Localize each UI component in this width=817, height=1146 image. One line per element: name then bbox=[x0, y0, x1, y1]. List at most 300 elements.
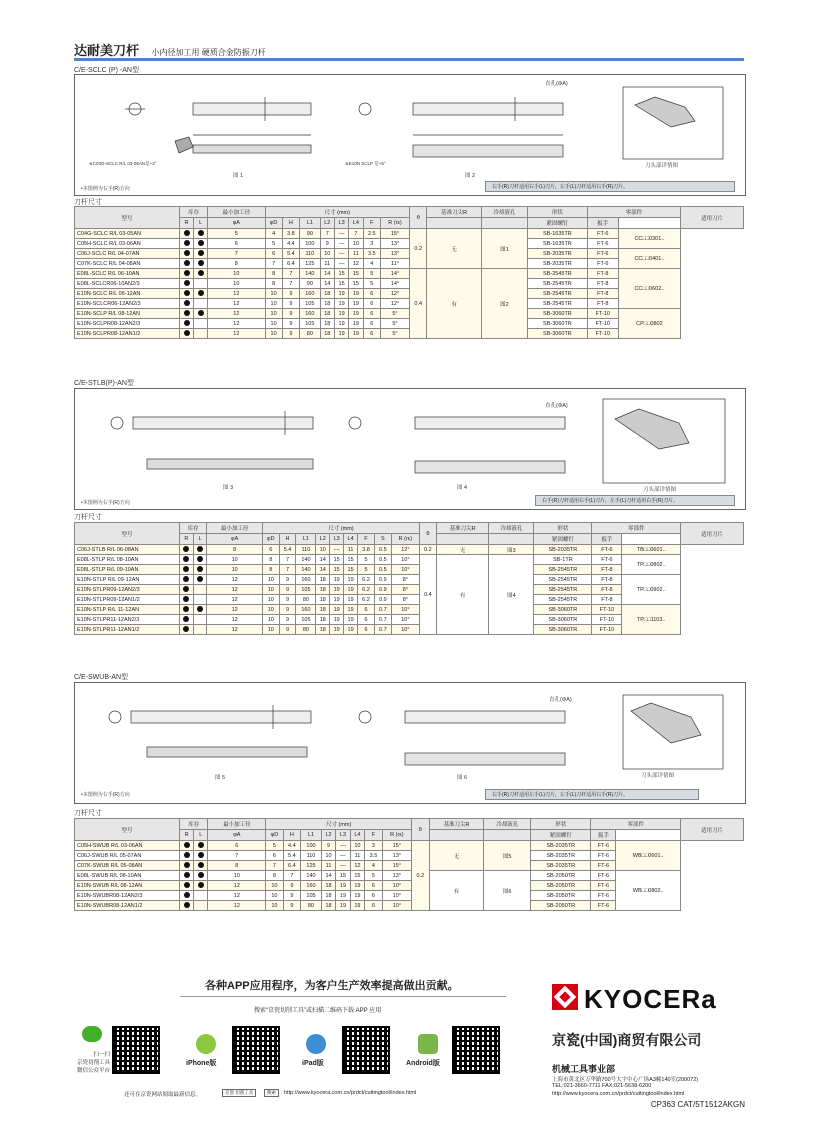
col-coolant-sub bbox=[427, 218, 481, 229]
detail-caption-1: 刀头部详情图 bbox=[645, 163, 679, 169]
col-dims: 尺寸 (mm) bbox=[266, 819, 412, 830]
dim-cell: — bbox=[334, 249, 348, 259]
col-dims: 尺寸 (mm) bbox=[265, 207, 410, 218]
col-l2: L2 bbox=[320, 218, 334, 229]
theta-cell: 8° bbox=[391, 585, 419, 595]
col-l3: L3 bbox=[330, 534, 344, 545]
model-cell: E08L-STLP R/L 08-10AN bbox=[75, 555, 180, 565]
dim-cell: 3.5 bbox=[365, 851, 383, 861]
stock-r-cell bbox=[180, 595, 194, 605]
dim-cell: 12 bbox=[208, 891, 266, 901]
dim-cell: 160 bbox=[301, 881, 322, 891]
dim-cell: 10 bbox=[316, 545, 330, 555]
stock-l-cell bbox=[194, 249, 208, 259]
screw-cell: SB-3060TR bbox=[534, 625, 592, 635]
ipad-qr[interactable] bbox=[342, 1026, 390, 1074]
shape-cell: 图5 bbox=[484, 841, 531, 871]
model-cell: C05H-SWUB R/L 03-06AN bbox=[75, 841, 180, 851]
dim-cell: 105 bbox=[300, 319, 320, 329]
dim-cell: 19 bbox=[349, 289, 363, 299]
slogan-rule bbox=[180, 996, 506, 997]
dim-cell: 12 bbox=[207, 615, 263, 625]
dim-cell: 12 bbox=[349, 259, 363, 269]
dim-cell: 0.7 bbox=[374, 625, 391, 635]
direction-note-1: •本图例为右手(R)方向 bbox=[81, 186, 130, 192]
wrench-cell: FT-8 bbox=[592, 575, 622, 585]
wrench-cell: FT-6 bbox=[592, 555, 622, 565]
web-search-button[interactable]: 搜索 bbox=[264, 1089, 279, 1097]
dim-cell: 19 bbox=[344, 595, 358, 605]
theta-cell: 14° bbox=[380, 279, 409, 289]
dim-cell: 0.7 bbox=[374, 615, 391, 625]
dim-cell: 7 bbox=[279, 565, 296, 575]
sclc-drawing bbox=[75, 75, 745, 195]
page-header bbox=[74, 40, 744, 62]
dim-cell: 18 bbox=[316, 615, 330, 625]
wrench-cell: FT-10 bbox=[587, 319, 618, 329]
stock-r-cell bbox=[180, 279, 194, 289]
stock-dot bbox=[198, 240, 204, 246]
table-row bbox=[75, 555, 744, 565]
android-qr[interactable] bbox=[452, 1026, 500, 1074]
col-shape: 形状 bbox=[534, 523, 592, 534]
col-l3: L3 bbox=[334, 218, 348, 229]
model-cell: E10N-SWUBR08-12AN1/2 bbox=[75, 901, 180, 911]
stock-r-cell bbox=[180, 319, 194, 329]
dim-cell: 10 bbox=[265, 289, 282, 299]
dim-cell: 140 bbox=[301, 871, 322, 881]
col-re: R (rε) bbox=[380, 218, 409, 229]
col-r-ref: 基准刀尖R bbox=[427, 207, 481, 218]
col-stock: 库存 bbox=[180, 819, 208, 830]
dim-cell: 12 bbox=[207, 595, 263, 605]
dim-cell: 6 bbox=[208, 841, 266, 851]
dim-cell: 10 bbox=[266, 901, 283, 911]
re-cell: 0.4 bbox=[410, 269, 427, 339]
stock-dot bbox=[184, 320, 190, 326]
dim-cell: 10 bbox=[262, 615, 279, 625]
dim-cell: 0.9 bbox=[374, 585, 391, 595]
dim-cell: 5 bbox=[266, 841, 283, 851]
table2-title: 刀杆尺寸 bbox=[74, 514, 102, 521]
theta-cell: 10° bbox=[391, 625, 419, 635]
model-cell: E08L-SWUB R/L 08-10AN bbox=[75, 871, 180, 881]
department: 机械工具事业部 bbox=[552, 1064, 616, 1074]
dim-cell: 19 bbox=[330, 575, 344, 585]
col-phid: φD bbox=[265, 218, 282, 229]
col-dims: 尺寸 (mm) bbox=[262, 523, 419, 534]
insert-cell: CP□□0802 bbox=[618, 309, 680, 339]
theta-cell: 5° bbox=[380, 319, 409, 329]
dim-cell: 80 bbox=[301, 901, 322, 911]
stock-dot bbox=[197, 566, 203, 572]
dim-cell: 5.4 bbox=[283, 851, 301, 861]
dim-cell: 8 bbox=[208, 259, 265, 269]
insert-cell: TP□□0802.. bbox=[622, 555, 681, 575]
dim-cell: 7 bbox=[265, 259, 282, 269]
shape-cell: 图3 bbox=[489, 545, 534, 555]
stock-r-cell bbox=[180, 309, 194, 319]
col-r: R bbox=[180, 830, 194, 841]
dim-cell: 11 bbox=[350, 851, 364, 861]
fig5-caption: 图 5 bbox=[215, 775, 226, 781]
theta-cell: 11° bbox=[380, 259, 409, 269]
dim-cell: 12 bbox=[208, 309, 265, 319]
wrench-cell: FT-6 bbox=[591, 881, 616, 891]
stock-dot bbox=[184, 842, 190, 848]
dim-cell: 18 bbox=[316, 595, 330, 605]
screw-cell: SB-1TR bbox=[534, 555, 592, 565]
dim-cell: 9 bbox=[282, 319, 299, 329]
page-title: 达耐美刀杆 bbox=[74, 43, 140, 58]
dim-cell: 140 bbox=[296, 555, 316, 565]
stock-dot bbox=[198, 310, 204, 316]
dim-cell: 6 bbox=[363, 309, 380, 319]
dim-cell: 0.9 bbox=[374, 595, 391, 605]
model-cell: E10N-SWUBR08-12AN2/3 bbox=[75, 891, 180, 901]
stock-l-cell bbox=[193, 575, 207, 585]
dim-cell: 14 bbox=[316, 565, 330, 575]
screw-cell: SB-2545TR bbox=[528, 269, 588, 279]
col-parts: 零部件 bbox=[591, 819, 681, 830]
dim-cell: 90 bbox=[300, 279, 320, 289]
dim-cell: 12 bbox=[208, 329, 265, 339]
model-cell: C05H-SCLC R/L 03-06AN bbox=[75, 239, 180, 249]
iphone-qr[interactable] bbox=[232, 1026, 280, 1074]
col-r: R bbox=[180, 218, 194, 229]
stock-l-cell bbox=[193, 595, 207, 605]
screw-cell: SB-3060TR bbox=[534, 615, 592, 625]
apple-icon bbox=[196, 1034, 216, 1054]
dim-cell: 7 bbox=[279, 555, 296, 565]
col-screw: 紧固螺钉 bbox=[531, 830, 591, 841]
dim-cell: 12 bbox=[350, 861, 364, 871]
dim-cell: 11 bbox=[320, 259, 334, 269]
dim-cell: 15 bbox=[349, 279, 363, 289]
dim-cell: 110 bbox=[301, 851, 322, 861]
dim-cell: 7 bbox=[208, 851, 266, 861]
col-phia: φA bbox=[208, 218, 265, 229]
theta-cell: 13° bbox=[380, 239, 409, 249]
dim-cell: 8 bbox=[265, 279, 282, 289]
wrench-cell: FT-8 bbox=[587, 269, 618, 279]
dim-cell: 160 bbox=[300, 309, 320, 319]
dim-cell: 5 bbox=[358, 565, 375, 575]
screw-cell: SB-1635TR bbox=[528, 239, 588, 249]
wrench-cell: FT-8 bbox=[592, 585, 622, 595]
stock-r-cell bbox=[180, 269, 194, 279]
stock-dot bbox=[198, 270, 204, 276]
stock-dot bbox=[198, 862, 204, 868]
dim-cell: 125 bbox=[300, 259, 320, 269]
model-cell: E08L-STLP R/L 09-10AN bbox=[75, 565, 180, 575]
stock-dot bbox=[184, 330, 190, 336]
col-model: 型号 bbox=[75, 207, 180, 229]
col-screw: 紧固螺钉 bbox=[534, 534, 592, 545]
theta-cell: 15° bbox=[382, 861, 411, 871]
company-url[interactable]: http://www.kyocera.com.cn/prdct/cuttingtool/index.html bbox=[552, 1091, 685, 1097]
dim-cell: 125 bbox=[301, 861, 322, 871]
dim-cell: 18 bbox=[321, 891, 335, 901]
dim-cell: 18 bbox=[320, 319, 334, 329]
dim-cell: 10 bbox=[265, 299, 282, 309]
model-cell: E10N-STLPR11-12AN2/3 bbox=[75, 615, 180, 625]
stock-dot bbox=[198, 290, 204, 296]
coolant-cell: 无 bbox=[429, 841, 484, 871]
wechat-icon bbox=[82, 1026, 102, 1042]
dim-cell: 9 bbox=[320, 239, 334, 249]
stock-l-cell bbox=[194, 861, 208, 871]
dim-cell: 6 bbox=[262, 545, 279, 555]
col-parts: 零部件 bbox=[592, 523, 681, 534]
theta-cell: 15° bbox=[382, 841, 411, 851]
screw-cell: SB-2545TR bbox=[534, 575, 592, 585]
dim-cell: 10 bbox=[262, 585, 279, 595]
table-row bbox=[75, 575, 744, 585]
iphone-label: iPhone版 bbox=[186, 1060, 217, 1067]
dim-cell: 9 bbox=[279, 575, 296, 585]
dim-cell: 19 bbox=[334, 289, 348, 299]
table-row bbox=[75, 269, 744, 279]
screw-cell: SB-2050TR bbox=[531, 871, 591, 881]
stock-l-cell bbox=[194, 871, 208, 881]
stock-r-cell bbox=[180, 625, 194, 635]
col-shape-sub bbox=[489, 534, 534, 545]
stock-l-cell bbox=[194, 269, 208, 279]
stock-dot bbox=[184, 902, 190, 908]
screw-cell: SB-2050TR bbox=[531, 901, 591, 911]
dim-cell: 6 bbox=[208, 239, 265, 249]
stock-dot bbox=[198, 250, 204, 256]
dim-cell: 19 bbox=[330, 615, 344, 625]
dim-cell: 18 bbox=[320, 289, 334, 299]
screw-cell: SB-2545TR bbox=[534, 595, 592, 605]
insert-cell: TP□□1103.. bbox=[622, 605, 681, 635]
table3-title: 刀杆尺寸 bbox=[74, 810, 102, 817]
wrench-cell: FT-10 bbox=[587, 329, 618, 339]
stock-dot bbox=[184, 290, 190, 296]
theta-cell: 10° bbox=[391, 615, 419, 625]
stock-dot bbox=[198, 872, 204, 878]
dim-cell: 7 bbox=[349, 229, 363, 239]
dim-cell: 19 bbox=[350, 901, 364, 911]
dim-cell: 8 bbox=[262, 565, 279, 575]
col-phia: φA bbox=[207, 534, 263, 545]
dim-cell: 6 bbox=[363, 299, 380, 309]
insert-cell: CC□□0401.. bbox=[618, 249, 680, 269]
dim-cell: 6 bbox=[266, 851, 283, 861]
dim-cell: 19 bbox=[350, 891, 364, 901]
dim-cell: 9 bbox=[282, 309, 299, 319]
theta-cell: 10° bbox=[391, 565, 419, 575]
model-cell: E10N-STLPR09-12AN1/2 bbox=[75, 595, 180, 605]
dim-cell: 19 bbox=[344, 575, 358, 585]
dim-cell: 8 bbox=[208, 861, 266, 871]
dim-cell: 7 bbox=[208, 249, 265, 259]
coolant-cell: 无 bbox=[436, 545, 489, 555]
insert-cell: CC□□0602.. bbox=[618, 269, 680, 309]
dim-cell: 15 bbox=[344, 565, 358, 575]
dim-cell: 12 bbox=[208, 299, 265, 309]
coolant-cell: 无 bbox=[427, 229, 481, 269]
dim-cell: 100 bbox=[301, 841, 322, 851]
web-search-field[interactable]: 京瓷 切削工具 bbox=[222, 1089, 256, 1097]
model-cell: E10N-STLP R/L 09-12AN bbox=[75, 575, 180, 585]
dim-cell: — bbox=[330, 545, 344, 555]
table-row bbox=[75, 249, 744, 259]
col-f: F bbox=[358, 534, 375, 545]
dim-cell: 6 bbox=[365, 881, 383, 891]
dim-cell: 19 bbox=[336, 881, 350, 891]
dim-cell: 3 bbox=[363, 239, 380, 249]
col-wrench: 扳手 bbox=[592, 534, 622, 545]
dim-cell: 12 bbox=[207, 585, 263, 595]
wrench-cell: FT-6 bbox=[591, 871, 616, 881]
stock-r-cell bbox=[180, 555, 194, 565]
stock-dot bbox=[184, 882, 190, 888]
col-l1: L1 bbox=[301, 830, 322, 841]
table1-title: 刀杆尺寸 bbox=[74, 199, 102, 206]
model-cell: E08L-SCLC R/L 06-10AN bbox=[75, 269, 180, 279]
section-title-swub: C/E-SWUB-AN型 bbox=[74, 674, 129, 681]
stock-l-cell bbox=[194, 229, 208, 239]
dim-cell: 19 bbox=[334, 319, 348, 329]
stock-r-cell bbox=[180, 605, 194, 615]
screw-cell: SB-2545TR bbox=[528, 289, 588, 299]
detail-caption-3: 刀头部详情图 bbox=[641, 773, 675, 779]
model-cell: C06J-SCLC R/L 04-07AN bbox=[75, 249, 180, 259]
dim-cell: 6.2 bbox=[358, 595, 375, 605]
stock-dot bbox=[198, 260, 204, 266]
direction-note-3: •本图例为右手(R)方向 bbox=[81, 792, 130, 798]
col-l1: L1 bbox=[296, 534, 316, 545]
dim-cell: 15 bbox=[334, 269, 348, 279]
dim-cell: 14 bbox=[320, 269, 334, 279]
wrench-cell: FT-8 bbox=[587, 279, 618, 289]
stock-r-cell bbox=[180, 239, 194, 249]
dim-cell: 15 bbox=[350, 871, 364, 881]
model-cell: E10N-SCLPR08-12AN2/3 bbox=[75, 319, 180, 329]
dim-cell: 140 bbox=[300, 269, 320, 279]
dim-cell: 7 bbox=[282, 269, 299, 279]
hole-label-3: 直孔(ΦA) bbox=[549, 697, 572, 703]
hand-info-3: 右手(R)刀杆适用左手(L)刀片，左手(L)刀杆适用右手(R)刀片。 bbox=[485, 789, 699, 800]
header-rule bbox=[74, 58, 744, 61]
stock-l-cell bbox=[194, 239, 208, 249]
stock-dot bbox=[183, 566, 189, 572]
dim-cell: 3 bbox=[365, 841, 383, 851]
footer-search-hint: 搜索“京瓷切削工具”或扫描二维码下载 APP 应用 bbox=[254, 1008, 382, 1014]
re-cell: 0.2 bbox=[410, 229, 427, 269]
dim-cell: 6 bbox=[358, 625, 375, 635]
spec-table-swub bbox=[74, 818, 744, 911]
col-phid: φD bbox=[262, 534, 279, 545]
hand-info-1: 右手(R)刀杆适用右手(L)刀片，左手(L)刀杆适用右手(R)刀片。 bbox=[485, 181, 735, 192]
shape-cell: 图6 bbox=[484, 871, 531, 911]
col-phid: φD bbox=[266, 830, 283, 841]
col-coolant-sub bbox=[429, 830, 484, 841]
dim-cell: 15 bbox=[334, 279, 348, 289]
dim-cell: — bbox=[334, 239, 348, 249]
dim-cell: 105 bbox=[301, 891, 322, 901]
section-title-sclc: C/E-SCLC (P) -AN型 bbox=[74, 67, 139, 74]
col-l4: L4 bbox=[349, 218, 363, 229]
dim-cell: 14 bbox=[320, 279, 334, 289]
dim-cell: 8 bbox=[265, 269, 282, 279]
theta-cell: 13° bbox=[382, 871, 411, 881]
dim-cell: 5 bbox=[363, 279, 380, 289]
coolant-cell: 有 bbox=[436, 555, 489, 635]
model-cell: E10N-SCLCR06-12AN2/3 bbox=[75, 299, 180, 309]
col-screw: 紧固螺钉 bbox=[528, 218, 588, 229]
dim-cell: 18 bbox=[320, 309, 334, 319]
dim-cell: 10 bbox=[262, 595, 279, 605]
col-phia: φA bbox=[208, 830, 266, 841]
screw-cell: SB-2035TR bbox=[531, 841, 591, 851]
dim-cell: 10 bbox=[320, 249, 334, 259]
fig6-caption: 图 6 bbox=[457, 775, 468, 781]
fig1-small-note: ※C04G-SCLC R/L 03-05AN是+2° bbox=[89, 161, 157, 166]
table-row bbox=[75, 545, 744, 555]
dim-cell: 5 bbox=[358, 555, 375, 565]
figure-sclc bbox=[74, 74, 746, 196]
col-re: R (rε) bbox=[391, 534, 419, 545]
model-cell: E10N-SCLC R/L 06-12AN bbox=[75, 289, 180, 299]
dim-cell: 19 bbox=[349, 329, 363, 339]
stock-dot bbox=[184, 280, 190, 286]
wrench-cell: FT-10 bbox=[592, 605, 622, 615]
shape-cell: 图1 bbox=[481, 229, 527, 269]
stock-l-cell bbox=[194, 259, 208, 269]
dim-cell: 10 bbox=[207, 555, 263, 565]
dim-cell: 18 bbox=[320, 329, 334, 339]
theta-cell: 12° bbox=[380, 299, 409, 309]
col-model: 型号 bbox=[75, 523, 180, 545]
col-coolant: 冷却液孔 bbox=[481, 207, 527, 218]
dim-cell: 80 bbox=[296, 595, 316, 605]
stock-l-cell bbox=[194, 901, 208, 911]
dim-cell: 140 bbox=[296, 565, 316, 575]
theta-cell: 10° bbox=[382, 891, 411, 901]
dim-cell: 10 bbox=[262, 575, 279, 585]
theta-cell: 10° bbox=[391, 605, 419, 615]
fig3-caption: 图 3 bbox=[223, 485, 234, 491]
col-parts: 零部件 bbox=[587, 207, 680, 218]
wrench-cell: FT-6 bbox=[587, 259, 618, 269]
dim-cell: 9 bbox=[283, 881, 301, 891]
fig4-caption: 图 4 bbox=[457, 485, 468, 491]
dim-cell: 5 bbox=[265, 239, 282, 249]
stock-dot bbox=[197, 606, 203, 612]
col-h: H bbox=[282, 218, 299, 229]
dim-cell: 7 bbox=[266, 861, 283, 871]
dim-cell: 19 bbox=[330, 625, 344, 635]
dim-cell: 9 bbox=[283, 901, 301, 911]
dim-cell: 2.5 bbox=[363, 229, 380, 239]
screw-cell: SB-2545TR bbox=[534, 565, 592, 575]
detail-caption-2: 刀头部详情图 bbox=[643, 487, 677, 493]
model-cell: C04G-SCLC R/L 03-05AN bbox=[75, 229, 180, 239]
stock-r-cell bbox=[180, 891, 194, 901]
stock-r-cell bbox=[180, 545, 194, 555]
theta-cell: 13° bbox=[380, 249, 409, 259]
screw-cell: SB-3060TR bbox=[528, 319, 588, 329]
shape-cell: 图2 bbox=[481, 269, 527, 339]
screw-cell: SB-3060TR bbox=[528, 329, 588, 339]
wrench-cell: FT-8 bbox=[587, 299, 618, 309]
web-url[interactable]: http://www.kyocera.com.cn/prdct/cuttingtool/index.html bbox=[284, 1090, 417, 1096]
dim-cell: 80 bbox=[296, 625, 316, 635]
